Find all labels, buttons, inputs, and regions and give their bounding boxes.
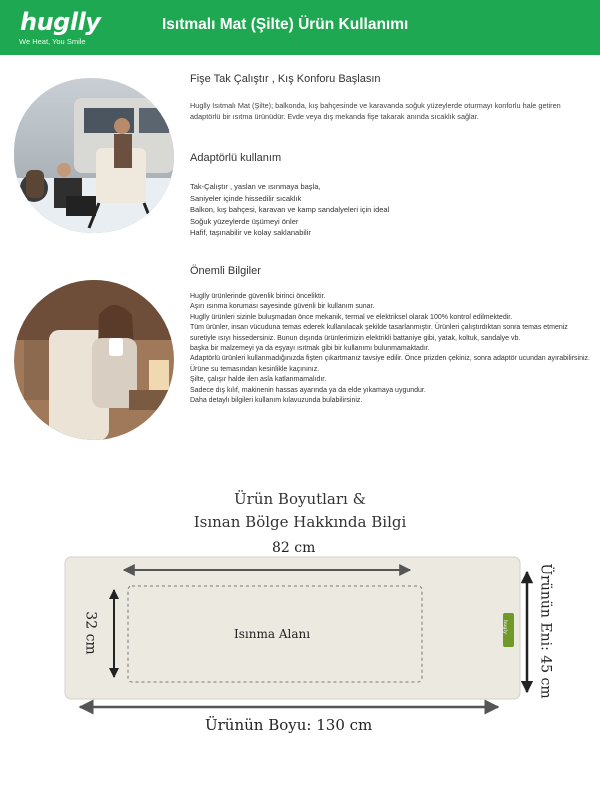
section-usage-body: Huglly Isıtmalı Mat (Şilte); balkonda, kış bahçesinde ve karavanda soğuk yüzeylerde oturmayı konforlu hale getiren adaptörlü bir ısıtma ürünüdür. Evde veya dış mekanda fişe takarak anında sıcaklık sağlar. bbox=[190, 101, 561, 121]
brand-tag-text: hugly bbox=[502, 619, 509, 635]
product-width-label: Ürünün Eni: 45 cm bbox=[537, 563, 554, 699]
mat-dimension-diagram bbox=[0, 540, 600, 800]
brand-tagline: We Heat, You Smile bbox=[19, 37, 86, 46]
heat-zone-label: Isınma Alanı bbox=[234, 627, 311, 641]
list-item: Tüm ürünler, insan vücuduna temas ederek kullanılacak şekilde tasarlanmıştır. Ürünleri çalıştırdıktan sonra temas etmeniz suretiyle ısıyı hissedersiniz. Bunun dışında ürünlerimizin elektrikli battaniye gibi, yatak, koltuk, sandalye vb. bbox=[190, 324, 568, 342]
section-adapter-title: Adaptörlü kullanım bbox=[190, 152, 282, 164]
list-item: başka bir malzemeyi ya da eşyayı ısıtmak gibi bir kullanımı bulunmamaktadır. bbox=[190, 345, 430, 353]
section-usage-title: Fişe Tak Çalıştır , Kış Konforu Başlasın bbox=[190, 73, 381, 85]
product-length-label: Ürünün Boyu: 130 cm bbox=[205, 716, 373, 734]
list-item: Hafif, taşınabilir ve kolay saklanabilir bbox=[190, 228, 311, 237]
list-item: Huglly ürünleri sizinle buluşmadan önce mekanik, termal ve elektriksel olarak 100% kontrol edilmektedir. bbox=[190, 313, 513, 321]
list-item: Daha detaylı bilgileri kullanım kılavuzunda bulabilirsiniz. bbox=[190, 397, 363, 405]
adapter-feature-list bbox=[190, 181, 585, 239]
list-item: Ürüne su temasından kesinlikle kaçınınız. bbox=[190, 365, 320, 373]
dimensions-title-line1: Ürün Boyutları & bbox=[234, 490, 366, 508]
list-item: Tak-Çalıştır , yaslan ve ısınmaya başla, bbox=[190, 182, 321, 191]
header-bar bbox=[0, 0, 600, 55]
section-important-title: Önemli Bilgiler bbox=[190, 265, 261, 277]
list-item: Adaptörlü ürünleri kullanmadığınızda fişten çıkartmanız tavsiye edilir. Önce prizden çekiniz, sonra adaptör ucundan ayırabilirsiniz. bbox=[190, 355, 590, 363]
list-item: Balkon, kış bahçesi, karavan ve kamp sandalyeleri için ideal bbox=[190, 205, 390, 214]
important-info-list bbox=[190, 292, 590, 406]
heat-height-label: 32 cm bbox=[82, 611, 99, 655]
list-item: Soğuk yüzeylerde üşümeyi önler bbox=[190, 216, 299, 226]
woman-with-cup-photo bbox=[14, 280, 174, 440]
outdoor-campervan-photo bbox=[14, 78, 174, 233]
heat-width-label: 82 cm bbox=[272, 540, 316, 556]
page-title: Isıtmalı Mat (Şilte) Ürün Kullanımı bbox=[162, 16, 409, 33]
list-item: Sadece dış kılıf, makinenin hassas ayarında ya da elde yıkamaya uygundur. bbox=[190, 386, 426, 394]
list-item: Saniyeler içinde hissedilir sıcaklık bbox=[190, 193, 302, 203]
list-item: Aşırı ısınma koruması sayesinde güvenli bir kullanım sunar. bbox=[190, 303, 375, 311]
brand-logo[interactable]: huglly bbox=[20, 8, 101, 36]
dimensions-title-line2: Isınan Bölge Hakkında Bilgi bbox=[193, 513, 407, 531]
list-item: Huglly ürünlerinde güvenlik birinci önceliktir. bbox=[190, 293, 326, 300]
list-item: Şilte, çalışır halde ilen asla katlanmamalıdır. bbox=[190, 376, 327, 384]
